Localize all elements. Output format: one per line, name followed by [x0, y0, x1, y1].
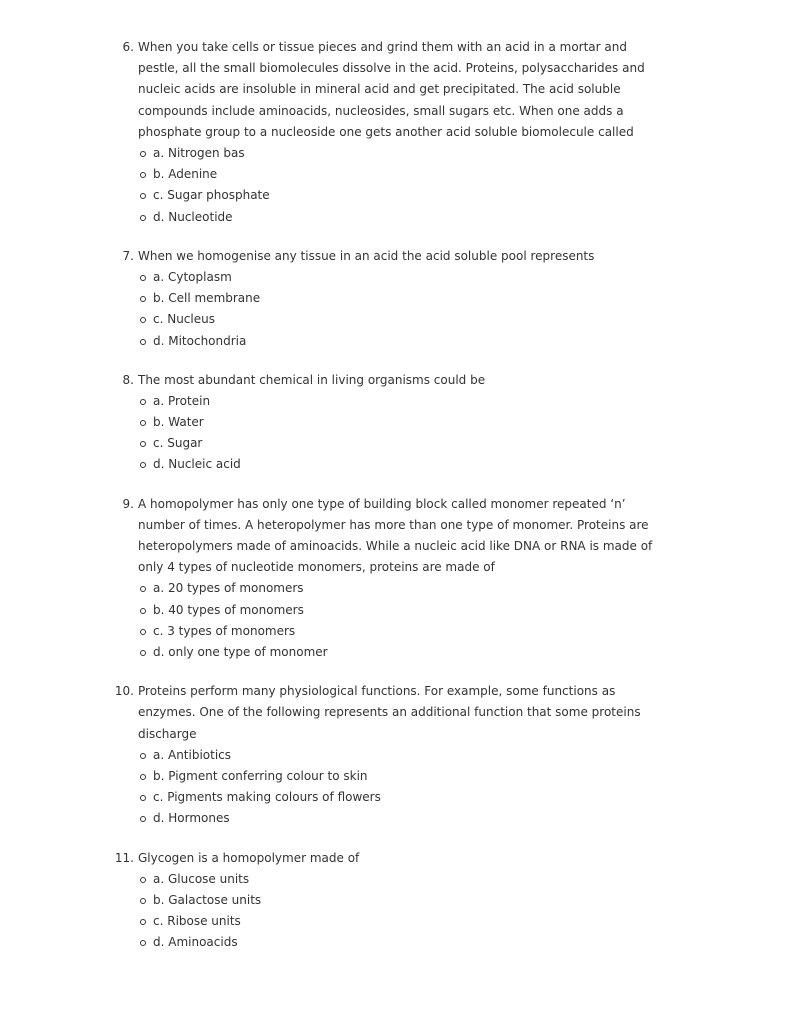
option-item — [0, 433, 791, 454]
option-item — [0, 309, 791, 330]
circle-bullet-icon — [140, 877, 146, 883]
question-text: The most abundant chemical in living organisms could be — [138, 372, 486, 387]
question-number: 10. — [114, 684, 134, 699]
option-text: c. Sugar — [153, 436, 203, 451]
circle-bullet-icon — [140, 215, 146, 221]
option-text: b. Water — [153, 415, 204, 430]
circle-bullet-icon — [140, 172, 146, 178]
circle-bullet-icon — [140, 629, 146, 635]
question-item — [0, 494, 791, 664]
option-item — [0, 454, 791, 475]
option-item — [0, 642, 791, 663]
option-text: b. Adenine — [153, 167, 218, 182]
option-text: c. Pigments making colours of flowers — [153, 790, 381, 805]
option-item — [0, 143, 791, 164]
question-number: 8. — [122, 372, 134, 387]
question-item — [0, 37, 791, 228]
option-text: d. Nucleic acid — [153, 457, 241, 472]
option-text: a. Glucose units — [153, 871, 250, 886]
option-text: b. Cell membrane — [153, 291, 261, 306]
circle-bullet-icon — [140, 795, 146, 801]
circle-bullet-icon — [140, 586, 146, 592]
question-item — [0, 370, 791, 476]
option-item — [0, 808, 791, 829]
option-item — [0, 207, 791, 228]
circle-bullet-icon — [140, 774, 146, 780]
question-number: 9. — [122, 496, 134, 511]
option-text: a. Antibiotics — [153, 747, 232, 762]
option-item — [0, 267, 791, 288]
option-item — [0, 391, 791, 412]
option-text: b. 40 types of monomers — [153, 602, 304, 617]
question-number: 7. — [122, 248, 134, 263]
option-text: b. Pigment conferring colour to skin — [153, 769, 368, 784]
option-text: d. Mitochondria — [153, 333, 247, 348]
question-item — [0, 681, 791, 829]
option-text: b. Galactose units — [153, 892, 262, 907]
option-item — [0, 621, 791, 642]
option-text: c. Sugar phosphate — [153, 188, 270, 203]
option-list — [0, 578, 791, 663]
option-list — [0, 143, 791, 228]
circle-bullet-icon — [140, 940, 146, 946]
circle-bullet-icon — [140, 296, 146, 302]
circle-bullet-icon — [140, 753, 146, 759]
option-item — [0, 745, 791, 766]
option-list — [0, 267, 791, 352]
option-text: a. Cytoplasm — [153, 269, 232, 284]
option-item — [0, 600, 791, 621]
option-list — [0, 745, 791, 830]
option-item — [0, 911, 791, 932]
question-item — [0, 246, 791, 352]
option-text: c. Ribose units — [153, 914, 241, 929]
option-text: d. Aminoacids — [153, 935, 238, 950]
circle-bullet-icon — [140, 919, 146, 925]
option-item — [0, 412, 791, 433]
option-text: d. Hormones — [153, 811, 230, 826]
option-item — [0, 578, 791, 599]
option-item — [0, 164, 791, 185]
option-text: a. Protein — [153, 393, 211, 408]
option-item — [0, 331, 791, 352]
circle-bullet-icon — [140, 898, 146, 904]
option-list — [0, 869, 791, 954]
circle-bullet-icon — [140, 650, 146, 656]
option-text: d. only one type of monomer — [153, 645, 328, 660]
question-list — [0, 37, 791, 972]
circle-bullet-icon — [140, 816, 146, 822]
option-item — [0, 288, 791, 309]
circle-bullet-icon — [140, 151, 146, 157]
question-text: When we homogenise any tissue in an acid the acid soluble pool represents — [138, 248, 595, 263]
option-item — [0, 787, 791, 808]
option-item — [0, 932, 791, 953]
question-text: Proteins perform many physiological functions. For example, some functions as enzymes. One of the following represents an additional function that some proteins discharge — [138, 684, 641, 741]
circle-bullet-icon — [140, 462, 146, 468]
question-item — [0, 848, 791, 954]
circle-bullet-icon — [140, 441, 146, 447]
circle-bullet-icon — [140, 339, 146, 345]
question-text: When you take cells or tissue pieces and grind them with an acid in a mortar and pestle, all the small biomolecules dissolve in the acid. Proteins, polysaccharides and nucleic acids are insoluble in mineral acid and get precipitated. The acid soluble compounds include aminoacids, nucleosides, small sugars etc. When one adds a phosphate group to a nucleoside one gets another acid soluble biomolecule called — [138, 40, 645, 139]
option-text: a. 20 types of monomers — [153, 581, 304, 596]
option-text: c. 3 types of monomers — [153, 623, 296, 638]
option-list — [0, 391, 791, 476]
option-text: a. Nitrogen bas — [153, 146, 245, 161]
option-item — [0, 890, 791, 911]
question-text: Glycogen is a homopolymer made of — [138, 850, 360, 865]
circle-bullet-icon — [140, 275, 146, 281]
option-text: d. Nucleotide — [153, 209, 233, 224]
circle-bullet-icon — [140, 317, 146, 323]
option-item — [0, 869, 791, 890]
circle-bullet-icon — [140, 420, 146, 426]
circle-bullet-icon — [140, 608, 146, 614]
question-number: 11. — [114, 850, 134, 865]
option-text: c. Nucleus — [153, 312, 215, 327]
question-number: 6. — [122, 40, 134, 54]
option-item — [0, 766, 791, 787]
circle-bullet-icon — [140, 193, 146, 199]
option-item — [0, 185, 791, 206]
circle-bullet-icon — [140, 399, 146, 405]
question-text: A homopolymer has only one type of building block called monomer repeated ‘n’ number of times. A heteropolymer has more than one type of monomer. Proteins are heteropolymers made of aminoacids. While a nucleic acid like DNA or RNA is made of only 4 types of nucleotide monomers, proteins are made of — [138, 496, 653, 575]
